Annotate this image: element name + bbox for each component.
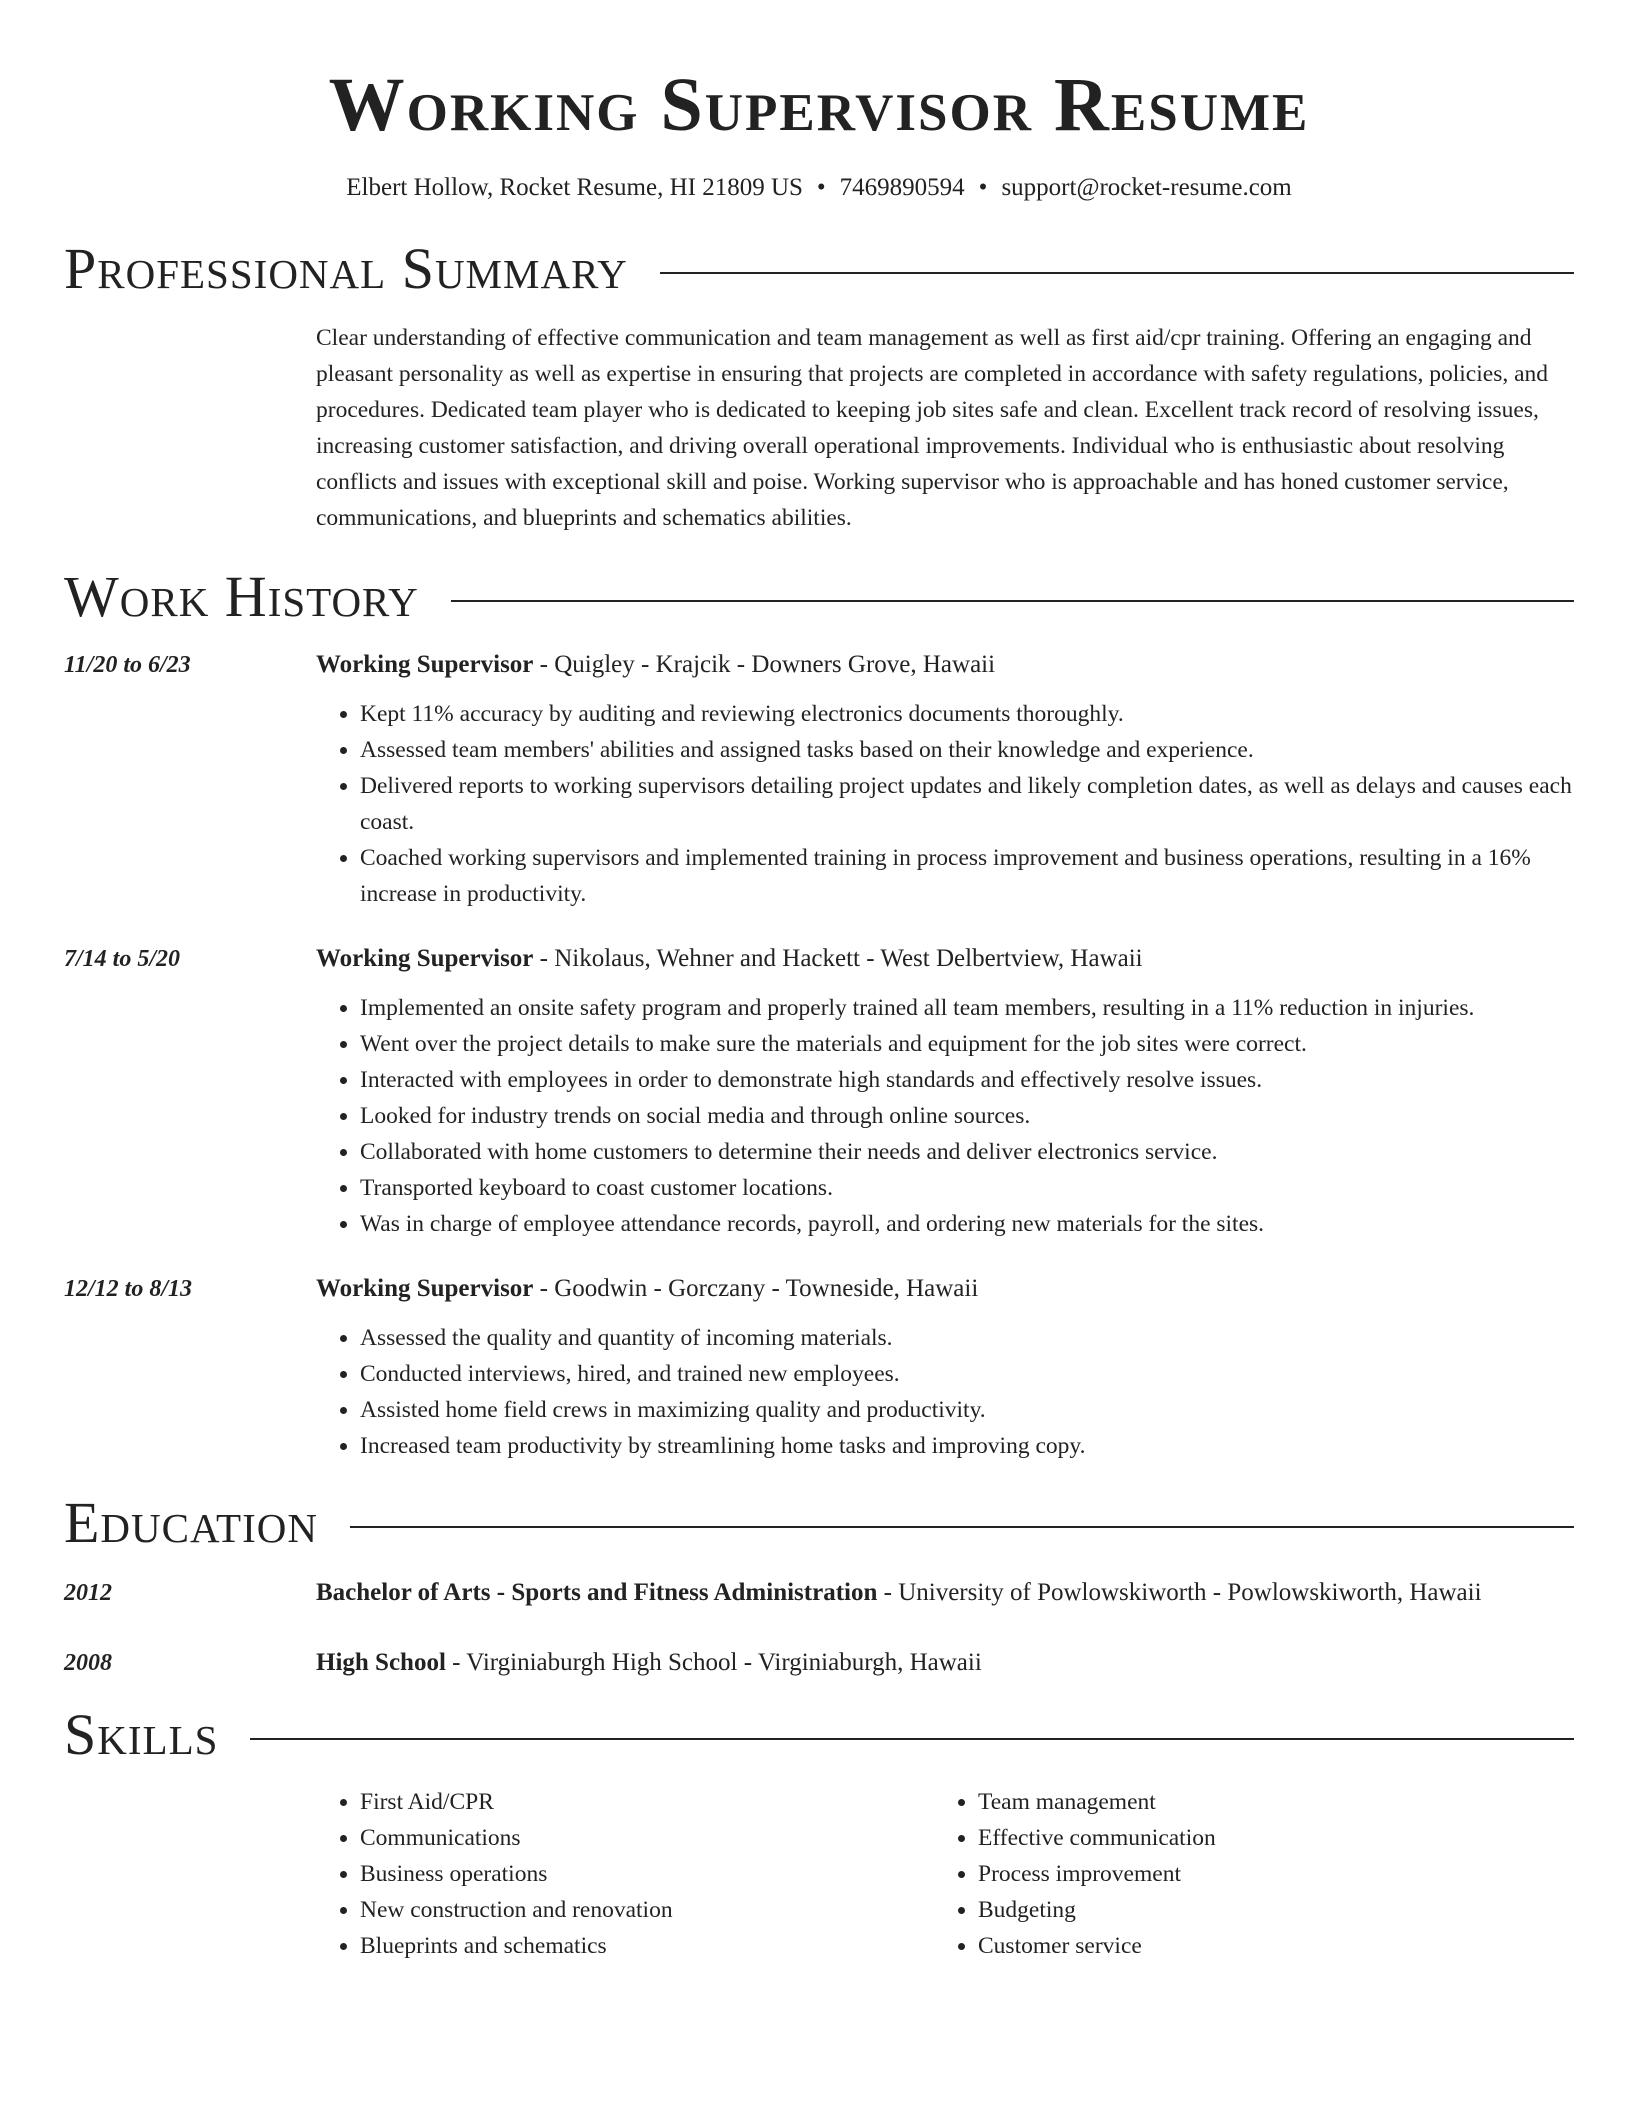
job-title: Working Supervisor <box>316 651 534 678</box>
job-bullet: • Assessed the quality and quantity of incoming materials. <box>360 1320 1574 1356</box>
skills-heading: Skills <box>64 1702 219 1767</box>
job-bullet: • Kept 11% accuracy by auditing and reviewing electronics documents thoroughly. <box>360 696 1574 732</box>
skill-item: • Business operations <box>360 1856 934 1892</box>
contact-separator: • <box>978 174 988 201</box>
education-header <box>316 1646 1574 1680</box>
job-bullet: • Coached working supervisors and implemented training in process improvement and business operations, resulting in a 16% increase in productivity. <box>360 840 1574 912</box>
job-bullet: • Looked for industry trends on social media and through online sources. <box>360 1098 1574 1134</box>
skill-item: • Communications <box>360 1820 934 1856</box>
skill-item: • Process improvement <box>978 1856 1552 1892</box>
job-bullet: • Assessed team members' abilities and assigned tasks based on their knowledge and experience. <box>360 732 1574 768</box>
skills-list <box>316 1784 1574 1964</box>
job-title: Working Supervisor <box>316 945 534 972</box>
job-company: - Goodwin - Gorczany - Towneside, Hawaii <box>533 1275 979 1302</box>
job-bullets <box>316 696 1574 912</box>
work-heading: Work History <box>64 564 419 629</box>
education-header <box>316 1576 1574 1610</box>
contact-phone: 7469890594 <box>839 174 965 201</box>
skill-item: • Customer service <box>978 1928 1552 1964</box>
summary-heading: Professional Summary <box>64 236 628 301</box>
skills-column-right <box>934 1784 1552 1964</box>
section-divider <box>250 1738 1574 1740</box>
job-bullet: • Went over the project details to make sure the materials and equipment for the job sites were correct. <box>360 1026 1574 1062</box>
section-divider <box>350 1526 1574 1528</box>
resume-page <box>64 0 1574 1964</box>
skills-section-header <box>64 1702 1574 1768</box>
job-bullet: • Transported keyboard to coast customer locations. <box>360 1170 1574 1206</box>
skill-item: • First Aid/CPR <box>360 1784 934 1820</box>
education-year: 2008 <box>64 1650 112 1676</box>
job-title: Working Supervisor <box>316 1275 534 1302</box>
education-school: - Virginiaburgh High School - Virginiaburgh, Hawaii <box>445 1649 982 1676</box>
skill-item: • Team management <box>978 1784 1552 1820</box>
contact-email: support@rocket-resume.com <box>1001 174 1292 201</box>
job-dates: 7/14 to 5/20 <box>64 946 181 972</box>
job-entry <box>64 942 1574 1242</box>
summary-text: Clear understanding of effective communication and team management as well as first aid/cpr training. Offering an engaging and pleasant personality as well as expertise in ensuring that projects are completed in accordance with safety regulations, policies, and procedures. Dedicated team player who is dedicated to keeping job sites safe and clean. Excellent track record of resolving issues, increasing customer satisfaction, and driving overall operational improvements. Individual who is enthusiastic about resolving conflicts and issues with exceptional skill and poise. Working supervisor who is approachable and has honed customer service, communications, and blueprints and schematics abilities. <box>316 325 1549 531</box>
job-bullet: • Collaborated with home customers to determine their needs and deliver electronics service. <box>360 1134 1574 1170</box>
skills-column-left <box>316 1784 934 1964</box>
summary-section-header <box>64 236 1574 302</box>
education-school: - University of Powlowskiworth - Powlowskiworth, Hawaii <box>877 1579 1482 1606</box>
job-bullet: • Assisted home field crews in maximizing quality and productivity. <box>360 1392 1574 1428</box>
section-divider <box>451 600 1574 602</box>
skill-item: • Blueprints and schematics <box>360 1928 934 1964</box>
job-header <box>316 648 1574 682</box>
education-section-header <box>64 1490 1574 1556</box>
education-entry <box>64 1576 1574 1610</box>
education-year: 2012 <box>64 1580 112 1606</box>
job-bullet: • Implemented an onsite safety program and properly trained all team members, resulting in a 11% reduction in injuries. <box>360 990 1574 1026</box>
education-heading: Education <box>64 1490 318 1555</box>
skill-item: • New construction and renovation <box>360 1892 934 1928</box>
contact-separator: • <box>816 174 826 201</box>
job-bullet: • Increased team productivity by streamlining home tasks and improving copy. <box>360 1428 1574 1464</box>
job-header <box>316 942 1574 976</box>
education-degree: Bachelor of Arts - Sports and Fitness Administration <box>316 1579 878 1606</box>
contact-line <box>64 172 1574 204</box>
work-section-header <box>64 564 1574 630</box>
resume-title: Working Supervisor Resume <box>328 63 1310 147</box>
job-company: - Quigley - Krajcik - Downers Grove, Hawaii <box>533 651 996 678</box>
job-bullet: • Delivered reports to working supervisors detailing project updates and likely completion dates, as well as delays and causes each coast. <box>360 768 1574 840</box>
job-entry <box>64 648 1574 912</box>
job-header <box>316 1272 1574 1306</box>
job-dates: 12/12 to 8/13 <box>64 1276 193 1302</box>
skill-item: • Effective communication <box>978 1820 1552 1856</box>
job-bullet: • Conducted interviews, hired, and trained new employees. <box>360 1356 1574 1392</box>
education-degree: High School <box>316 1649 446 1676</box>
skill-item: • Budgeting <box>978 1892 1552 1928</box>
contact-address: Elbert Hollow, Rocket Resume, HI 21809 US <box>346 174 803 201</box>
job-bullet: • Was in charge of employee attendance records, payroll, and ordering new materials for the sites. <box>360 1206 1574 1242</box>
section-divider <box>660 272 1574 274</box>
job-bullet: • Interacted with employees in order to demonstrate high standards and effectively resolve issues. <box>360 1062 1574 1098</box>
job-company: - Nikolaus, Wehner and Hackett - West Delbertview, Hawaii <box>533 945 1143 972</box>
job-bullets <box>316 1320 1574 1464</box>
education-entry <box>64 1646 1574 1680</box>
job-bullets <box>316 990 1574 1242</box>
job-entry <box>64 1272 1574 1464</box>
job-dates: 11/20 to 6/23 <box>64 652 191 678</box>
